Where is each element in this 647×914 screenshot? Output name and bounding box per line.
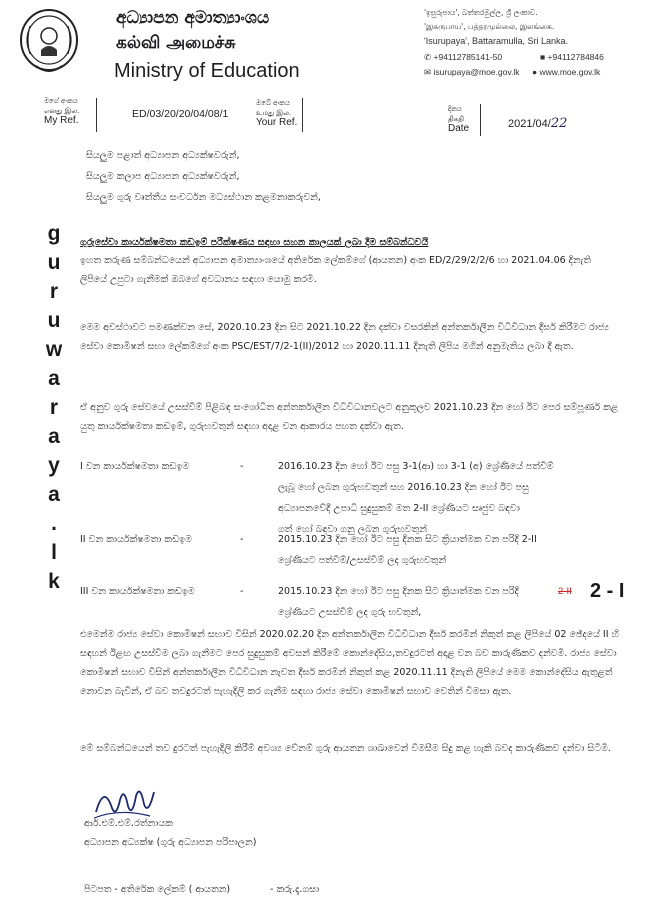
watermark-letter: r <box>49 280 59 303</box>
email-line <box>424 67 519 78</box>
watermark-letter: a <box>48 483 60 506</box>
watermark-letter: a <box>48 425 60 448</box>
subject-line: ගුරුසේවා කාර්යක්ෂමතා කඩඉම් පරීක්ෂණය සඳහා සහන කාලයක් ලබා දීම සම්බන්ධවයි <box>80 237 429 248</box>
your-ref-label <box>256 98 297 128</box>
signatory-title: අධ්‍යාපන අධ්‍යක්ෂ (ගුරු අධ්‍යාපන පරිපාලන) <box>84 837 257 848</box>
my-ref-label-ta: எனது இல. <box>44 107 80 115</box>
threshold-line: අධ්‍යාපනවේදී උපාධි සුදුසුකම් මත 2-II ශ්‍රේණියට සෘජුව බඳවා <box>278 503 520 514</box>
watermark-letter: u <box>47 251 61 274</box>
paragraph-extension: මෙම අවස්ථාවට පමණක්වන සේ, 2020.10.23 දින සිට 2021.10.22 දින දක්වා වසරකින් අන්තර්කාලීන විධිවිධාන දීර්ඝ කිරීමට රාජ්‍ය සේවා කොමිෂන් සභා ලේකම්ගේ අංක PSC/EST/7/2-1(II)/2012 හා 2020.11.11 දිනැති ලිපිය මගින් අනුමැතිය ලබා දී ඇත. <box>80 322 610 352</box>
watermark-letter: y <box>48 454 60 477</box>
your-ref-label-ta: உமது இல. <box>256 109 292 117</box>
fax-number: +94112784846 <box>547 52 604 62</box>
threshold-name: III වන කාර්යක්ෂමතා කඩඉම <box>80 586 195 597</box>
ref-divider-1 <box>96 98 97 132</box>
paragraph-intro: ඉහත කරුණ සම්බන්ධයෙන් අධ්‍යාපන අමාත්‍යාංශයේ අතිරේක ලේකම්ගේ (ආයතන) අංක ED/2/29/2/2/6 හා 2021.04.06 දිනැති ලිපියේ උපුටා ගැනීමක් ඔබගේ අවධානය සඳහා යොමු කරමි. <box>80 255 591 285</box>
paragraph-condition: එමෙන්ම රාජ්‍ය සේවා කොමිෂන් සභාව විසින් 2020.02.20 දින අන්තර්කාලීන විධිවිධාන දීර්ඝ කරමින් නිකුත් කළ ලිපියේ 02 ඡේදයේ II හි සඳහන් ඊළඟ උසස්වීම ලබා ගැනීමට පෙර සුදුසුකම් අවසන් කිරීමේ කොන්දේසිය,තවදුරටත් අදාළ වන බව කාරුණිකව දන්වමි. රාජ්‍ය සේවා කොමිෂන් සභාව විසින් අන්තර්කාලීන විධිවිධාන නැවත දීර්ඝ කරමින් නිකුත් කළ 2020.11.11 දිනැති ලිපියේ මෙම කොන්දේසිය ඇතුළත් නොවන බැවින්, ඒ බව තවදුරටත් පැහැදිලි කර ගැනීම සඳහා රාජ්‍ය සේවා කොමිෂන් සභාව වෙතින් විමසා ඇත. <box>80 629 620 697</box>
copy-to-label: පිටපත - අතිරේක ලේකම් ( ආයතන) <box>84 884 231 895</box>
date-value <box>508 116 567 131</box>
web-icon: ● <box>532 67 538 77</box>
fax-icon: ■ <box>540 52 546 62</box>
paragraph-thresholds-intro: ඒ අනුව ගුරු සේවයේ උසස්වීම් පිළිබඳ සංශෝධිත අන්තර්කාලීන විධිවිධානවලට අනුකූලව 2021.10.23 දින හෝ ඊට පෙර සම්පූර්ණ කළ යුතු කාර්යක්ෂමතා කඩඉම්, ගුරුභවතුන් සඳහා අදාළ වන ආකාරය පහත දක්වා ඇත. <box>80 402 619 432</box>
website-line <box>532 67 600 77</box>
watermark-letter: g <box>47 222 61 245</box>
my-ref-value: ED/03/20/20/04/08/1 <box>132 108 229 120</box>
my-ref-label <box>44 96 79 126</box>
threshold-line: 2015.10.23 දින හෝ ඊට පසු දිනක සිට ක්‍රියාත්මක වන පරිදි 2-II <box>278 534 537 545</box>
national-emblem-icon <box>16 6 82 80</box>
threshold-dash: - <box>240 461 244 472</box>
grade-correction: 2 - I <box>590 580 625 602</box>
date-printed: 2021/04/ <box>508 118 551 130</box>
struck-grade: 2-II <box>558 586 572 597</box>
address-sinhala: 'ඉසුරුපාය', බත්තරමුල්ල, ශ්‍රී ලංකාව. <box>424 8 538 17</box>
address-tamil: 'இசுருபாய', பத்தரமுல்லை, இலங்கை. <box>424 22 555 31</box>
threshold-dash: - <box>240 586 244 597</box>
phone-line <box>424 52 502 63</box>
address-english: 'Isurupaya', Battaramulla, Sri Lanka. <box>424 36 569 46</box>
email-address: isurupaya@moe.gov.lk <box>433 67 520 77</box>
email-icon: ✉ <box>424 67 432 77</box>
signatory-name: ආර්.එම්.එම්.රත්නායක <box>84 818 173 829</box>
date-label-ta: திகதி <box>448 115 464 123</box>
watermark-letter: . <box>51 512 57 535</box>
recipient-line: සියලුම ගුරු වෘත්තීය සංවර්ධන මධ්‍යස්ථාන කළමනාකරුවන්, <box>86 192 321 203</box>
my-ref-label-en: My Ref. <box>44 115 79 126</box>
ref-divider-3 <box>480 104 481 136</box>
website-address: www.moe.gov.lk <box>539 67 601 77</box>
ministry-name-english: Ministry of Education <box>114 60 300 82</box>
threshold-line: ගත් හෝ බඳවා ගනු ලබන ගුරුභවතුන් <box>278 524 428 535</box>
date-label-en: Date <box>448 123 470 134</box>
watermark-letter: u <box>47 309 61 332</box>
my-ref-label-si: මගේ අංකය <box>44 97 78 105</box>
ministry-name-sinhala: අධ්‍යාපන අමාත්‍යාංශය <box>116 8 270 28</box>
ref-divider-2 <box>302 98 303 132</box>
threshold-line: 2016.10.23 දින හෝ ඊට පසු 3-1(ආ) හා 3-1 (අ) ශ්‍රේණියේ පත්වීම් <box>278 461 554 472</box>
your-ref-label-si: ඔබේ අංකය <box>256 99 290 107</box>
date-handwritten: 22 <box>550 116 568 131</box>
threshold-line: ශ්‍රේණියට පත්වීම්/උසස්වීම් ලද ගුරුභවතුන් <box>278 555 447 566</box>
watermark-letter: k <box>48 570 60 593</box>
watermark-letter: w <box>45 338 63 361</box>
phone-icon: ✆ <box>424 52 432 62</box>
ministry-name-tamil: கல்வி அமைச்சு <box>116 33 236 53</box>
watermark-letter: r <box>49 396 59 419</box>
threshold-name: II වන කාර්යක්ෂමතා කඩඉම <box>80 534 192 545</box>
threshold-line: 2015.10.23 දින හෝ ඊට පසු දිනක සිට ක්‍රියාත්මක වන පරිදි <box>278 586 519 597</box>
watermark-letter: l <box>51 541 57 564</box>
threshold-line: ලැබූ හෝ ලබන ගුරුභවතුන් සහ 2016.10.23 දින හෝ ඊට පසු <box>278 482 529 493</box>
recipient-line: සියලුම පළාත් අධ්‍යාපන අධ්‍යක්ෂවරුන්, <box>86 150 240 161</box>
date-label-si: දිනය <box>448 105 462 113</box>
threshold-line: ශ්‍රේණියට උසස්වීම් ලද ගුරු භවතුන්, <box>278 607 422 618</box>
your-ref-label-en: Your Ref. <box>256 117 298 128</box>
date-label <box>448 104 469 134</box>
phone-number: +94112785141-50 <box>433 52 503 62</box>
recipient-line: සියලුම කලාප අධ්‍යාපන අධ්‍යක්ෂවරුන්, <box>86 171 240 182</box>
threshold-name: I වන කාර්යක්ෂමතා කඩඉම <box>80 461 190 472</box>
copy-to-note: - කරු.දැ.ගසා <box>270 884 320 895</box>
threshold-dash: - <box>240 534 244 545</box>
paragraph-closing: මේ සම්බන්ධයෙන් තව දුරටත් පැහැදිලි කිරීම් අවශ්‍ය වේනම් ගුරු ආයතන ශාඛාවෙන් විමසීම සිදු කළ හැකි බවද කාරුණිකව දන්වා සිටිමි. <box>80 743 611 754</box>
fax-line <box>540 52 604 62</box>
watermark-letter: a <box>48 367 60 390</box>
